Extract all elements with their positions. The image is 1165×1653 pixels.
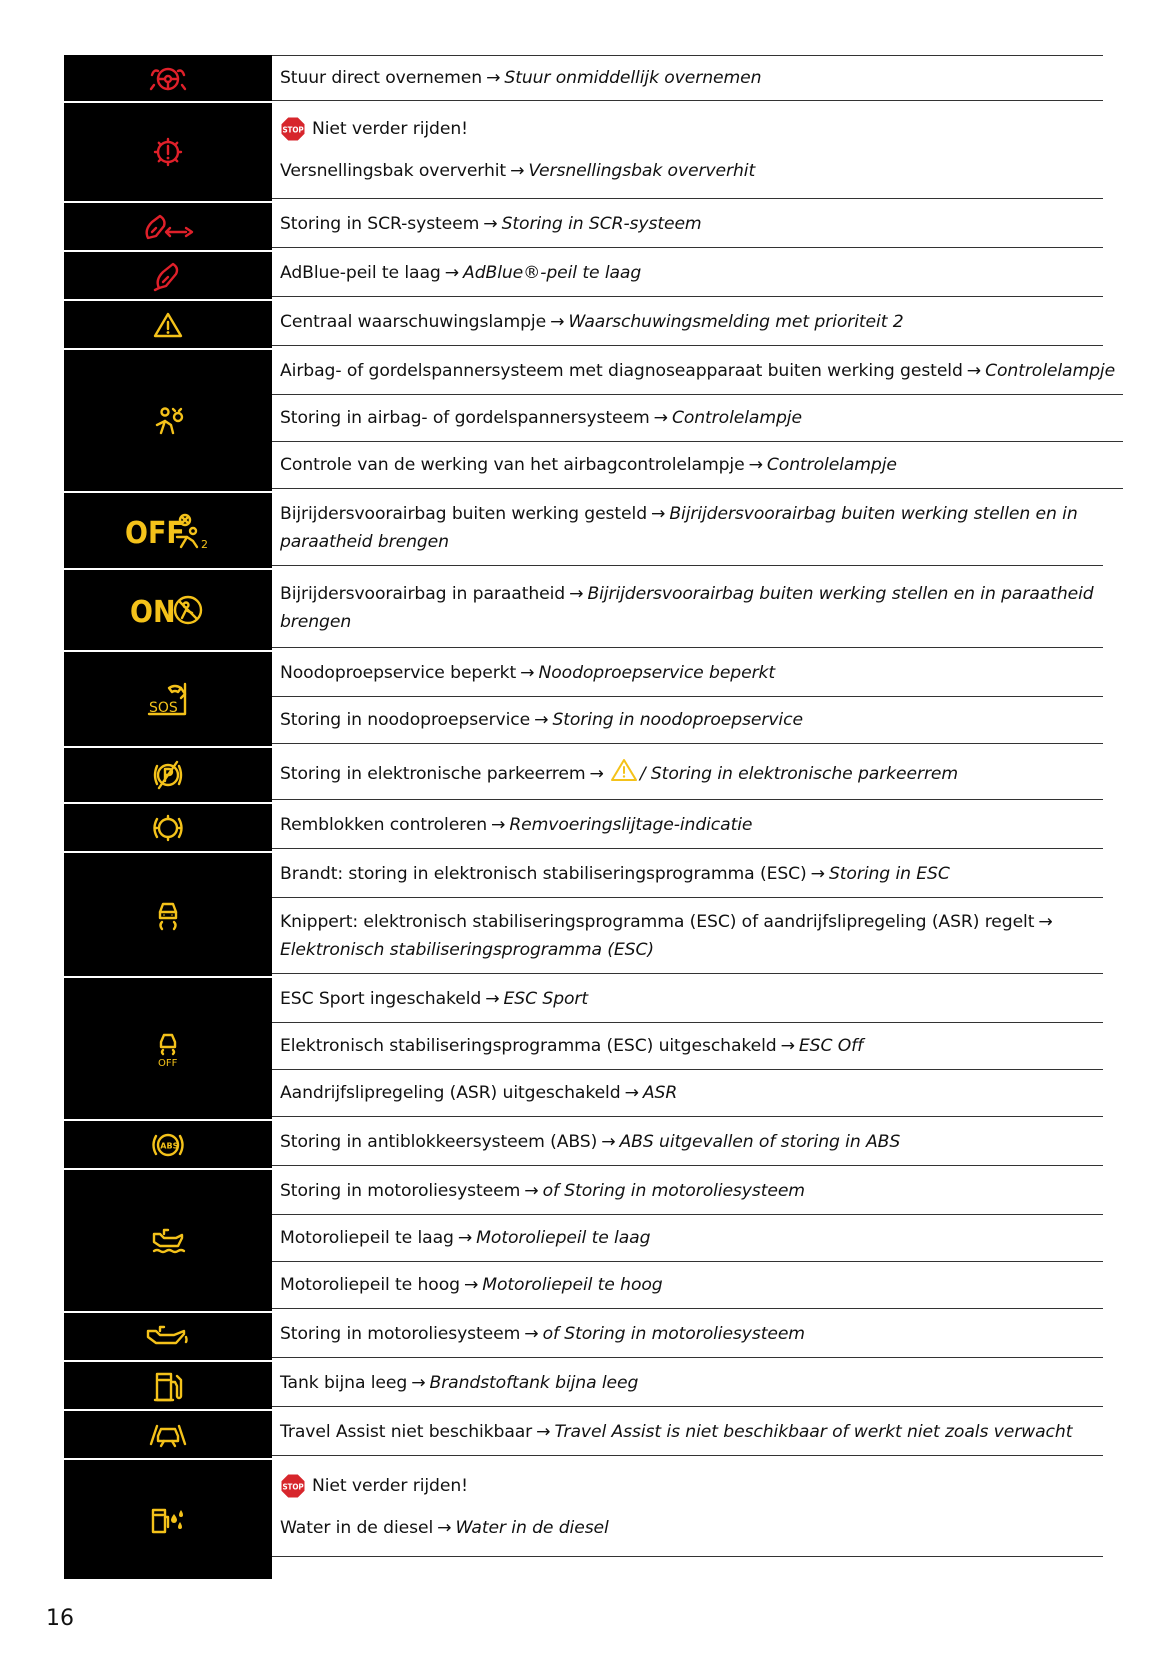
table-row [272,1023,1103,1070]
cross-reference-link[interactable]: Versnellingsbak oververhit [528,160,756,181]
stop-warning-text: Niet verder rijden! [312,118,468,139]
indicator-group [64,976,1103,1119]
cross-reference-link[interactable]: of Storing in motoroliesysteem [542,1324,805,1344]
message-text: Storing in airbag- of gordelspannersysteem [280,408,650,428]
table-row [272,650,1103,697]
table-row [272,976,1103,1023]
message-text: AdBlue-peil te laag [280,263,441,283]
table-row [272,1168,1103,1215]
arrow-right-icon: → [1038,911,1053,932]
svg-text:ABS: ABS [160,1141,179,1150]
esc-skid-icon [154,898,182,932]
arrow-right-icon: → [510,160,525,181]
stop-sign-icon [280,116,306,142]
icon-cell [64,201,272,250]
arrow-right-icon: → [524,1181,539,1201]
table-row [272,1070,1103,1117]
message-text: Noodoproepservice beperkt [280,663,517,683]
icon-cell [64,802,272,851]
table-row [272,568,1103,648]
cross-reference-link[interactable]: Storing in SCR-systeem [501,214,702,234]
indicator-group [64,1119,1103,1168]
passenger-airbag-on-icon [130,590,206,630]
indicator-group [64,201,1103,250]
message-text: Storing in SCR-systeem [280,214,480,234]
icon-cell [64,650,272,746]
icon-cell [64,1168,272,1311]
arrow-right-icon: → [463,1275,479,1295]
message-text: Versnellingsbak oververhit [280,160,507,181]
water-in-diesel-icon [150,1506,186,1534]
indicator-group [64,1458,1103,1579]
arrow-right-icon: → [520,663,535,683]
icon-cell [64,851,272,976]
cross-reference-link[interactable]: AdBlue®-peil te laag [463,263,642,283]
message-text: Motoroliepeil te hoog [280,1275,460,1295]
svg-text:OFF: OFF [158,1057,178,1068]
table-row [272,898,1103,974]
warning-triangle-icon [610,758,638,782]
table-row [272,746,1103,800]
steering-wheel-hands-icon [148,63,188,93]
message-text: Stuur direct overnemen [280,68,483,88]
parking-brake-fault-icon [151,758,185,792]
arrow-right-icon: → [624,1083,639,1103]
travel-assist-icon [148,1422,188,1448]
sos-call-icon [147,682,189,716]
adblue-level-icon [151,260,185,292]
svg-text:STOP: STOP [282,1482,304,1492]
table-row [272,1360,1103,1407]
message-text: Water in de diesel [280,1518,434,1538]
indicator-group [64,746,1103,802]
svg-text:2: 2 [201,537,208,551]
abs-icon [151,1130,185,1160]
arrow-right-icon: → [810,864,825,884]
message-text: Knippert: elektronisch stabiliseringsprogramma (ESC) of aandrijfslipregeling (ASR) regelt [280,911,1035,932]
indicator-group [64,650,1103,746]
table-row [272,55,1103,101]
icon-cell [64,1119,272,1168]
arrow-right-icon: → [550,312,565,332]
arrow-right-icon: → [485,989,500,1009]
arrow-right-icon: → [966,361,982,381]
table-row [272,348,1123,395]
message-text: Airbag- of gordelspannersysteem met diagnoseapparaat buiten werking gesteld [280,361,963,381]
indicator-group [64,568,1103,650]
cross-reference-link[interactable]: Controlelampje [671,408,802,428]
cross-reference-link[interactable]: Storing in noodoproepservice [552,710,803,730]
arrow-right-icon: → [483,214,498,234]
cross-reference-link[interactable]: Waarschuwingsmelding met prioriteit 2 [568,312,904,332]
scr-system-fault-icon [140,212,196,242]
indicator-group [64,1360,1103,1409]
cross-reference-link[interactable]: Bijrijdersvoorairbag buiten werking stellen en in paraatheid brengen [280,504,1078,552]
cross-reference-link[interactable]: Stuur onmiddellijk overnemen [504,68,762,88]
indicator-table [64,55,1116,1579]
warning-triangle-icon [152,311,184,339]
message-text: Elektronisch stabiliseringsprogramma (ESC) uitgeschakeld [280,1036,777,1056]
arrow-right-icon: → [444,263,460,283]
cross-reference-link[interactable]: Brandstoftank bijna leeg [429,1373,639,1393]
icon-cell [64,1360,272,1409]
indicator-group [64,299,1103,348]
cross-reference-link[interactable]: Travel Assist is niet beschikbaar of werkt niet zoals verwacht [554,1422,1073,1442]
indicator-group [64,491,1103,568]
icon-cell [64,568,272,650]
arrow-right-icon: → [486,68,501,88]
svg-text:ON: ON [130,595,176,630]
cross-reference-link[interactable]: Motoroliepeil te laag [476,1228,651,1248]
icon-cell [64,1409,272,1458]
message-text: Storing in motoroliesysteem [280,1324,521,1344]
cross-reference-link[interactable]: of Storing in motoroliesysteem [542,1181,805,1201]
icon-cell [64,746,272,802]
cross-reference-link[interactable]: / Storing in elektronische parkeerrem [639,763,959,784]
arrow-right-icon: → [491,815,506,835]
indicator-group [64,348,1116,491]
arrow-right-icon: → [411,1373,426,1393]
cross-reference-link[interactable]: Storing in ESC [828,864,950,884]
brake-pad-icon [151,813,185,843]
arrow-right-icon: → [780,1036,795,1056]
cross-reference-link[interactable]: Motoroliepeil te hoog [482,1275,663,1295]
cross-reference-link[interactable]: ASR [642,1083,678,1103]
message-text: Storing in noodoproepservice [280,710,531,730]
table-row [272,299,1103,346]
message-text: Storing in antiblokkeersysteem (ABS) [280,1132,598,1152]
oil-can-icon [146,1325,190,1349]
indicator-group [64,1409,1103,1458]
message-text: Brandt: storing in elektronisch stabiliseringsprogramma (ESC) [280,864,807,884]
table-row [272,442,1123,489]
table-row [272,802,1103,849]
indicator-group [64,802,1103,851]
message-text: Bijrijdersvoorairbag in paraatheid [280,583,566,604]
message-text: Remblokken controleren [280,815,488,835]
message-text: Controle van de werking van het airbagcontrolelampje [280,455,745,475]
table-row [272,851,1103,898]
arrow-right-icon: → [589,763,604,784]
passenger-airbag-off-icon [125,511,211,551]
message-text: Travel Assist niet beschikbaar [280,1422,533,1442]
cross-reference-link[interactable]: Controlelampje [766,455,897,475]
indicator-group [64,1168,1103,1311]
message-text: Tank bijna leeg [280,1373,408,1393]
table-row [272,1458,1103,1557]
svg-text:OFF: OFF [125,515,185,551]
cross-reference-link[interactable]: ABS uitgevallen of storing in ABS [619,1132,901,1152]
message-text: Motoroliepeil te laag [280,1228,454,1248]
icon-cell [64,250,272,299]
cross-reference-link[interactable]: Noodoproepservice beperkt [538,663,776,683]
icon-cell [64,491,272,568]
message-text: Storing in motoroliesysteem [280,1181,521,1201]
svg-text:SOS: SOS [149,700,178,716]
cross-reference-link[interactable]: Bijrijdersvoorairbag buiten werking stellen en in paraatheid brengen [280,583,1094,632]
stop-sign-icon [280,1473,306,1499]
indicator-group [64,101,1103,201]
table-row [272,1215,1103,1262]
oil-level-sensor-icon [150,1226,186,1256]
airbag-icon [151,405,185,437]
arrow-right-icon: → [437,1518,452,1538]
icon-cell [64,101,272,201]
icon-cell [64,299,272,348]
svg-text:STOP: STOP [282,125,304,134]
message-text: Centraal waarschuwingslampje [280,312,547,332]
cross-reference-link[interactable]: Elektronisch stabiliseringsprogramma (ESC) [280,939,654,960]
indicator-group [64,1311,1103,1360]
table-row [272,395,1123,442]
table-row [272,101,1103,199]
icon-cell [64,348,272,491]
arrow-right-icon: → [457,1228,473,1248]
cross-reference-link[interactable]: ESC Sport [503,989,589,1009]
arrow-right-icon: → [651,504,666,524]
message-text: Storing in elektronische parkeerrem [280,763,586,784]
table-row [272,1262,1103,1309]
icon-cell [64,55,272,101]
table-row [272,1311,1103,1358]
message-text: ESC Sport ingeschakeld [280,989,482,1009]
table-row [272,1409,1103,1456]
indicator-group [64,851,1103,976]
table-row [272,491,1103,566]
indicator-group [64,55,1103,101]
arrow-right-icon: → [524,1324,539,1344]
arrow-right-icon: → [748,455,763,475]
table-row [272,201,1103,248]
fuel-pump-icon [153,1370,183,1402]
indicator-group [64,250,1103,299]
arrow-right-icon: → [569,583,584,604]
message-text: Bijrijdersvoorairbag buiten werking gesteld [280,504,648,524]
arrow-right-icon: → [653,408,668,428]
table-row [272,697,1103,744]
cross-reference-link[interactable]: Controlelampje [985,361,1116,381]
arrow-right-icon: → [536,1422,551,1442]
cross-reference-link[interactable]: Remvoeringslijtage-indicatie [509,815,753,835]
page-number: 16 [46,1606,74,1631]
icon-cell [64,1311,272,1360]
arrow-right-icon: → [534,710,549,730]
stop-warning-text: Niet verder rijden! [312,1476,468,1496]
table-row [272,1119,1103,1166]
esc-off-icon [154,1030,182,1068]
table-row [272,250,1103,297]
icon-cell [64,1458,272,1579]
message-text: Aandrijfslipregeling (ASR) uitgeschakeld [280,1083,621,1103]
cross-reference-link[interactable]: Water in de diesel [455,1518,609,1538]
cross-reference-link[interactable]: ESC Off [798,1036,864,1056]
gearbox-overheat-icon [152,136,184,168]
arrow-right-icon: → [601,1132,616,1152]
icon-cell [64,976,272,1119]
